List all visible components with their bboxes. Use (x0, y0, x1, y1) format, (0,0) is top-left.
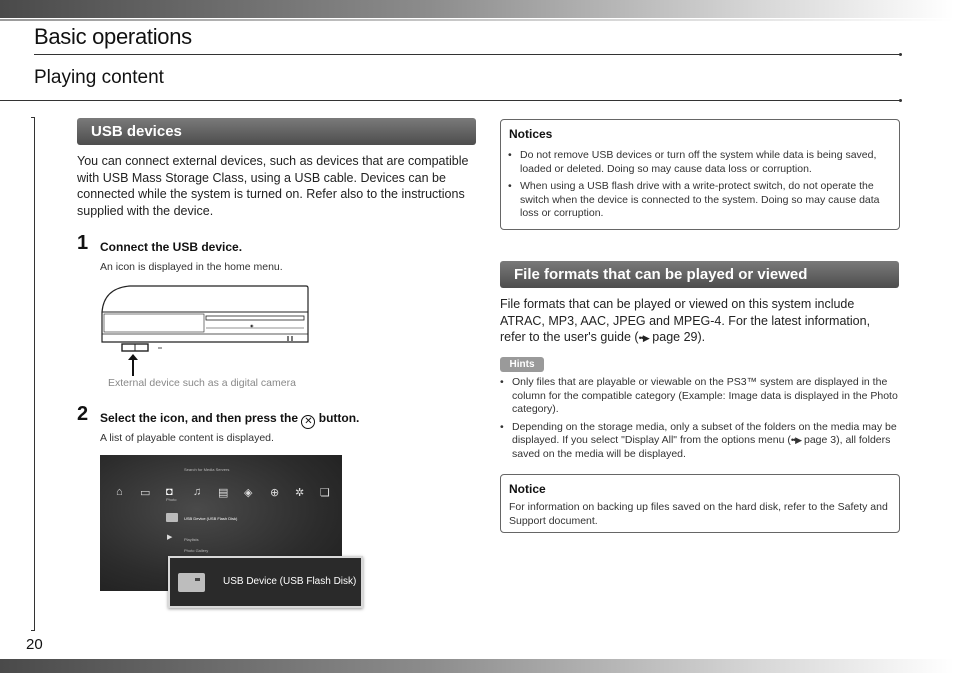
hint-item (500, 421, 900, 462)
file-formats-text-pre: File formats that can be played or viewed on this system include ATRAC, MP3, AAC, JPEG and MPEG-4. For the latest information, refer to the user's guide ( (500, 297, 871, 344)
page-title: Basic operations (34, 24, 192, 49)
usb-intro-text: You can connect external devices, such as devices that are compatible with USB Mass Storage Class, using a USB cable. Devices can be connected while the system is turned on. Refer also to the instructions supplied with the device. (77, 154, 469, 218)
file-formats-text-post: page 29). (648, 330, 706, 344)
step-1-number: 1 (77, 232, 89, 254)
video-icon: ▤ (218, 487, 229, 499)
top-gradient-bar (0, 0, 954, 18)
notices-title: Notices (509, 127, 553, 141)
photo-icon: ◘ (166, 486, 173, 498)
reference-arrow-icon: ••▶ (638, 333, 649, 343)
title-rule (34, 54, 900, 55)
notice-title: Notice (509, 482, 546, 496)
svg-text:◉: ◉ (250, 323, 254, 328)
network-icon: ⊕ (270, 487, 280, 499)
photo-category-label: Photo (166, 497, 177, 502)
usb-devices-heading: USB devices (77, 118, 476, 145)
users-icon: ⌂ (116, 486, 123, 498)
margin-line-cap-top (31, 117, 35, 118)
margin-line-cap-bottom (31, 630, 35, 631)
top-gradient-line (0, 19, 954, 21)
notice-box (500, 474, 900, 533)
hint-2-post: page 3), all folders saved on the media will be displayed. (512, 434, 891, 460)
file-formats-heading: File formats that can be played or viewed (500, 261, 899, 288)
search-media-label: Search for Media Servers (184, 467, 230, 472)
notice-body: For information on backing up files saved on the hard disk, refer to the Safety and Support document. (509, 501, 888, 527)
page-subtitle: Playing content (34, 67, 164, 88)
usb-device-small-icon (166, 513, 178, 522)
ps3-console-illustration (100, 284, 310, 354)
file-formats-text (500, 296, 898, 347)
playlist-icon: ▶ (167, 534, 173, 541)
usb-device-callout (168, 556, 363, 608)
pointer-arrow (128, 354, 138, 376)
callout-label: USB Device (USB Flash Disk) (223, 576, 357, 587)
hints-badge: Hints (500, 357, 544, 372)
title-rule-end (899, 53, 902, 56)
subtitle-rule-end (899, 99, 902, 102)
settings-icon: ▭ (140, 487, 151, 499)
friends-icon: ❏ (320, 487, 330, 499)
step-2-title-post: button. (318, 411, 360, 425)
subtitle-rule (0, 100, 900, 101)
step-1-description: An icon is displayed in the home menu. (100, 261, 283, 273)
usb-device-row-label: USB Device (USB Flash Disk) (184, 516, 238, 521)
page-number: 20 (26, 636, 43, 653)
playlists-label: Playlists (184, 537, 199, 542)
cross-button-icon: ✕ (301, 415, 315, 429)
step-2-number: 2 (77, 403, 89, 425)
notice-item: • When using a USB flash drive with a write-protect switch, do not operate the switch when the device is connected to the system. Doing so may cause data loss or corruption. (508, 180, 888, 221)
hint-2-pre: Depending on the storage media, only a subset of the folders on the media may be displayed. If you select "Display All" from the options menu ( (512, 420, 897, 446)
step-2-description: A list of playable content is displayed. (100, 432, 274, 444)
margin-line (34, 118, 35, 630)
bottom-gradient-bar (0, 659, 954, 673)
usb-flash-disk-icon (178, 573, 205, 592)
hints-list (500, 376, 900, 465)
photo-gallery-label: Photo Gallery (184, 548, 209, 553)
step-2-title-pre: Select the icon, and then press the (100, 411, 299, 425)
hint-item: • Only files that are playable or viewable on the PS3™ system are displayed in the column for the compatible category (Example: Image data is displayed in the Photo category). (500, 376, 900, 417)
reference-arrow-icon: ••▶ (790, 435, 802, 445)
playstation-network-icon: ✲ (295, 487, 305, 499)
notice-item: • Do not remove USB devices or turn off the system while data is being saved, loaded or deleted. Doing so may cause data loss or corruption. (508, 149, 888, 176)
console-caption: External device such as a digital camera (108, 377, 296, 389)
step-2-title (100, 411, 359, 429)
step-1-title: Connect the USB device. (100, 240, 243, 254)
game-icon: ◈ (244, 487, 253, 499)
music-icon: ♫ (193, 486, 202, 498)
notices-list (508, 149, 888, 225)
